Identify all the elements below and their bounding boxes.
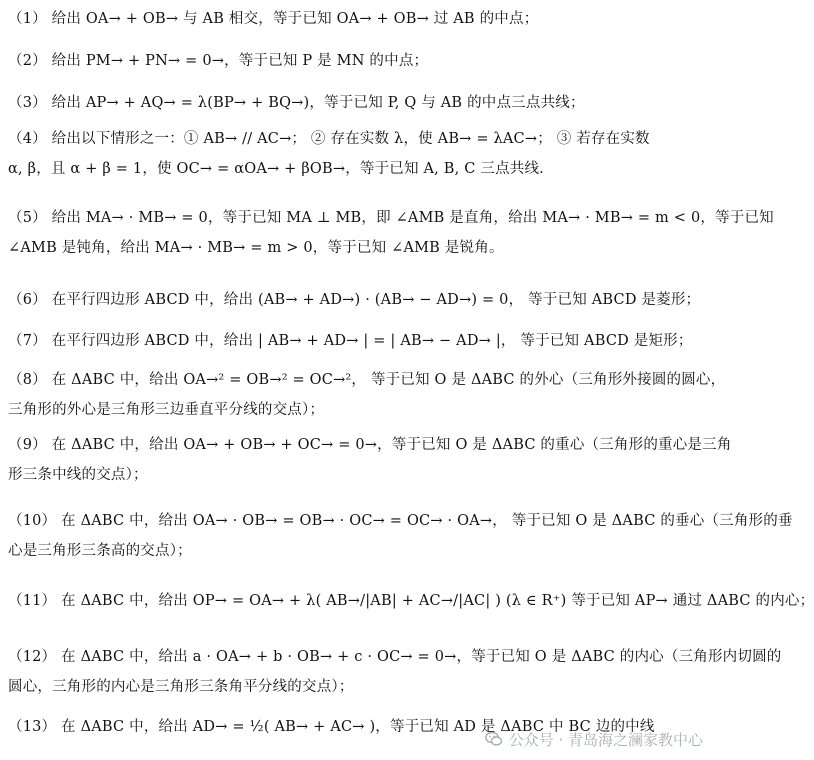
item-3: [8, 88, 713, 118]
item-8: [8, 365, 726, 425]
item-2-line-1: （2） 给出 PM→ + PN→ = 0→，等于已知 P 是 MN 的中点；: [8, 53, 429, 69]
item-7-line-1: （7） 在平行四边形 ABCD 中，给出 | AB→ + AD→ | = | AB→ − AD→ |， 等于已知 ABCD 是矩形；: [8, 333, 693, 349]
watermark-text: 公众号 · 青岛海之澜家教中心: [508, 731, 703, 749]
item-1-line-1: （1） 给出 OA→ + OB→ 与 AB 相交，等于已知 OA→ + OB→ 过 AB 的中点；: [8, 11, 539, 27]
item-6: [8, 285, 713, 315]
item-9-line-2: 形三条中线的交点）；: [8, 467, 148, 483]
item-12: [8, 642, 782, 702]
item-12-line-2: 圆心，三角形的内心是三角形三条角平分线的交点）；: [8, 679, 354, 695]
item-3-line-1: （3） 给出 AP→ + AQ→ = λ(BP→ + BQ→)，等于已知 P, Q 与 AB 的中点三点共线；: [8, 95, 585, 111]
item-10-line-1: （10） 在 ΔABC 中，给出 OA→ · OB→ = OB→ · OC→ = OC→ · OA→， 等于已知 O 是 ΔABC 的垂心（三角形的垂: [8, 513, 793, 529]
item-5-line-2: ∠AMB 是钝角，给出 MA→ · MB→ = m > 0，等于已知 ∠AMB 是锐角。: [8, 240, 504, 256]
item-10: [8, 506, 793, 566]
item-4: [8, 124, 713, 184]
item-12-line-1: （12） 在 ΔABC 中，给出 a · OA→ + b · OB→ + c · OC→ = 0→，等于已知 O 是 ΔABC 的内心（三角形内切圆的: [8, 649, 782, 665]
item-4-line-1: （4） 给出以下情形之一：① AB→ // AC→； ② 存在实数 λ，使 AB→ = λAC→； ③ 若存在实数: [8, 131, 650, 147]
item-11: [8, 586, 814, 616]
item-1: [8, 4, 713, 34]
item-5-line-1: （5） 给出 MA→ · MB→ = 0，等于已知 MA ⊥ MB，即 ∠AMB 是直角，给出 MA→ · MB→ = m < 0，等于已知: [8, 210, 774, 226]
item-9-line-1: （9） 在 ΔABC 中，给出 OA→ + OB→ + OC→ = 0→，等于已知 O 是 ΔABC 的重心（三角形的重心是三角: [8, 437, 732, 453]
item-4-line-2: α, β，且 α + β = 1，使 OC→ = αOA→ + βOB→，等于已知 A, B, C 三点共线.: [8, 161, 544, 177]
wechat-icon: [485, 730, 503, 748]
item-11-line-1: （11） 在 ΔABC 中，给出 OP→ = OA→ + λ( AB→/|AB| + AC→/|AC| ) (λ ∈ R⁺) 等于已知 AP→ 通过 ΔABC 的内心；: [8, 593, 814, 609]
item-7: [8, 326, 713, 356]
item-5: [8, 203, 774, 263]
item-6-line-1: （6） 在平行四边形 ABCD 中，给出 (AB→ + AD→) · (AB→ − AD→) = 0， 等于已知 ABCD 是菱形；: [8, 292, 701, 308]
watermark: [485, 729, 703, 750]
item-8-line-1: （8） 在 ΔABC 中，给出 OA→² = OB→² = OC→²， 等于已知 O 是 ΔABC 的外心（三角形外接圆的圆心，: [8, 372, 726, 388]
item-8-line-2: 三角形的外心是三角形三边垂直平分线的交点）；: [8, 402, 325, 418]
item-2: [8, 46, 713, 76]
item-9: [8, 430, 732, 490]
item-13-line-1: （13） 在 ΔABC 中，给出 AD→ = ½( AB→ + AC→ )，等于已知 AD 是 ΔABC 中 BC 边的中线: [8, 719, 655, 735]
item-10-line-2: 心是三角形三条高的交点）；: [8, 543, 192, 559]
